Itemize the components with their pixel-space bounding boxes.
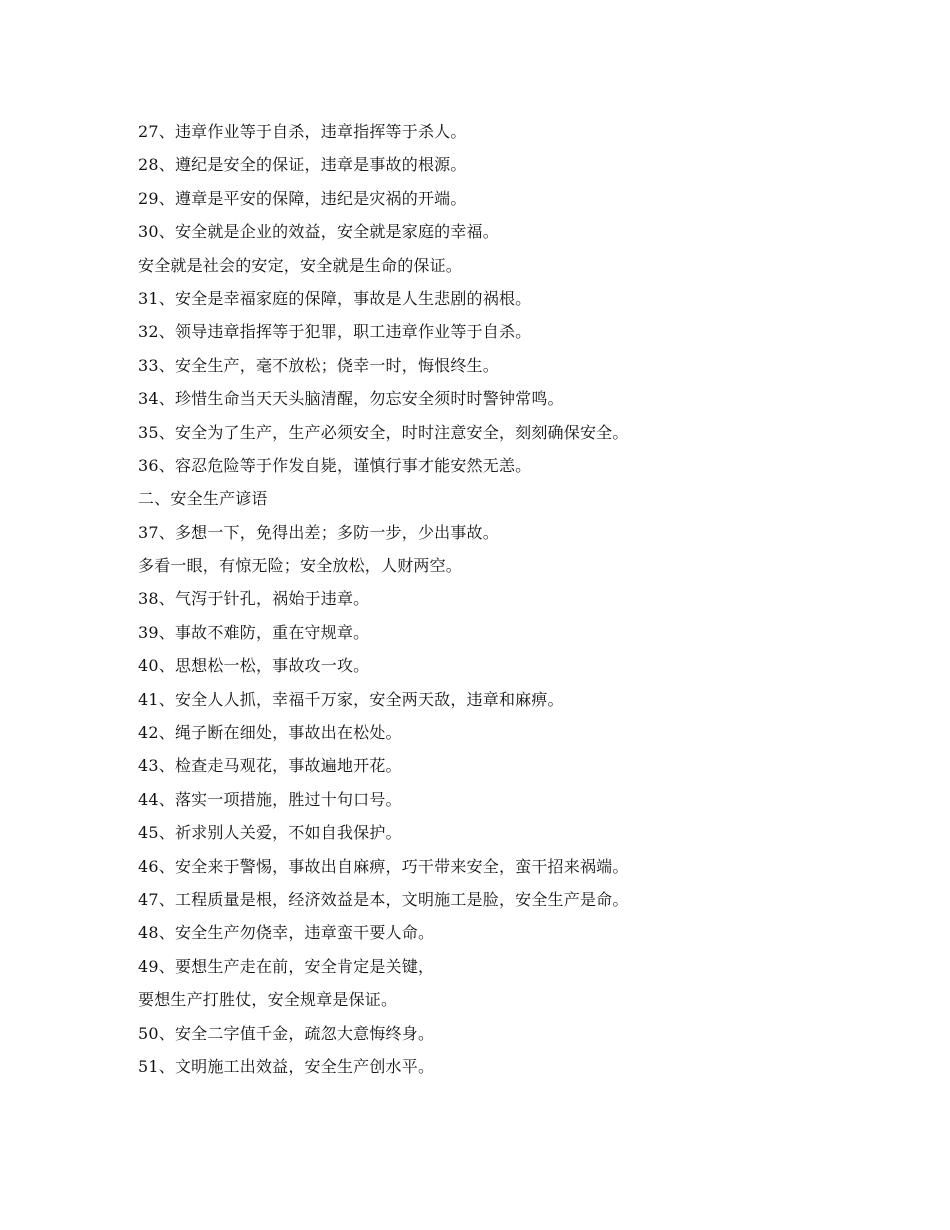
text-line-36: 36、容忍危险等于作发自毙，谨慎行事才能安然无恙。 [138, 455, 532, 475]
text-line-46: 46、安全来于警惕，事故出自麻痹，巧干带来安全，蛮干招来祸端。 [138, 856, 629, 876]
text-line-39: 39、事故不难防，重在守规章。 [138, 622, 370, 642]
text-line-42: 42、绳子断在细处，事故出在松处。 [138, 723, 402, 743]
text-line-49-cont: 要想生产打胜仗，安全规章是保证。 [138, 990, 398, 1010]
text-line-49: 49、要想生产走在前，安全肯定是关键， [138, 956, 435, 976]
text-line-47: 47、工程质量是根，经济效益是本，文明施工是脸，安全生产是命。 [138, 889, 629, 909]
section-heading: 二、安全生产谚语 [138, 489, 268, 509]
text-line-30-cont: 安全就是社会的安定，安全就是生命的保证。 [138, 255, 463, 275]
text-line-45: 45、祈求别人关爱，不如自我保护。 [138, 823, 402, 843]
text-line-29: 29、遵章是平安的保障，违纪是灾祸的开端。 [138, 188, 467, 208]
text-line-34: 34、珍惜生命当天天头脑清醒，勿忘安全须时时警钟常鸣。 [138, 389, 564, 409]
text-line-35: 35、安全为了生产，生产必须安全，时时注意安全，刻刻确保安全。 [138, 422, 629, 442]
text-line-37: 37、多想一下，免得出差；多防一步，少出事故。 [138, 522, 499, 542]
text-line-48: 48、安全生产勿侥幸，违章蛮干要人命。 [138, 923, 435, 943]
text-line-30: 30、安全就是企业的效益，安全就是家庭的幸福。 [138, 222, 499, 242]
text-line-43: 43、检查走马观花，事故遍地开花。 [138, 756, 402, 776]
text-line-27: 27、违章作业等于自杀，违章指挥等于杀人。 [138, 122, 467, 141]
text-line-38: 38、气泻于针孔，祸始于违章。 [138, 589, 370, 609]
text-line-28: 28、遵纪是安全的保证，违章是事故的根源。 [138, 155, 467, 175]
text-line-44: 44、落实一项措施，胜过十句口号。 [138, 789, 402, 809]
text-line-41: 41、安全人人抓，幸福千万家，安全两天敌，违章和麻痹。 [138, 689, 564, 709]
text-line-50: 50、安全二字值千金，疏忽大意悔终身。 [138, 1023, 435, 1043]
text-line-37-cont: 多看一眼，有惊无险；安全放松，人财两空。 [138, 556, 463, 576]
text-line-51: 51、文明施工出效益，安全生产创水平。 [138, 1056, 435, 1076]
text-line-31: 31、安全是幸福家庭的保障，事故是人生悲剧的祸根。 [138, 288, 532, 308]
text-line-32: 32、领导违章指挥等于犯罪，职工违章作业等于自杀。 [138, 322, 532, 342]
text-line-40: 40、思想松一松，事故攻一攻。 [138, 656, 370, 676]
document-body [138, 115, 858, 1083]
text-line-33: 33、安全生产，毫不放松；侥幸一时，悔恨终生。 [138, 355, 499, 375]
